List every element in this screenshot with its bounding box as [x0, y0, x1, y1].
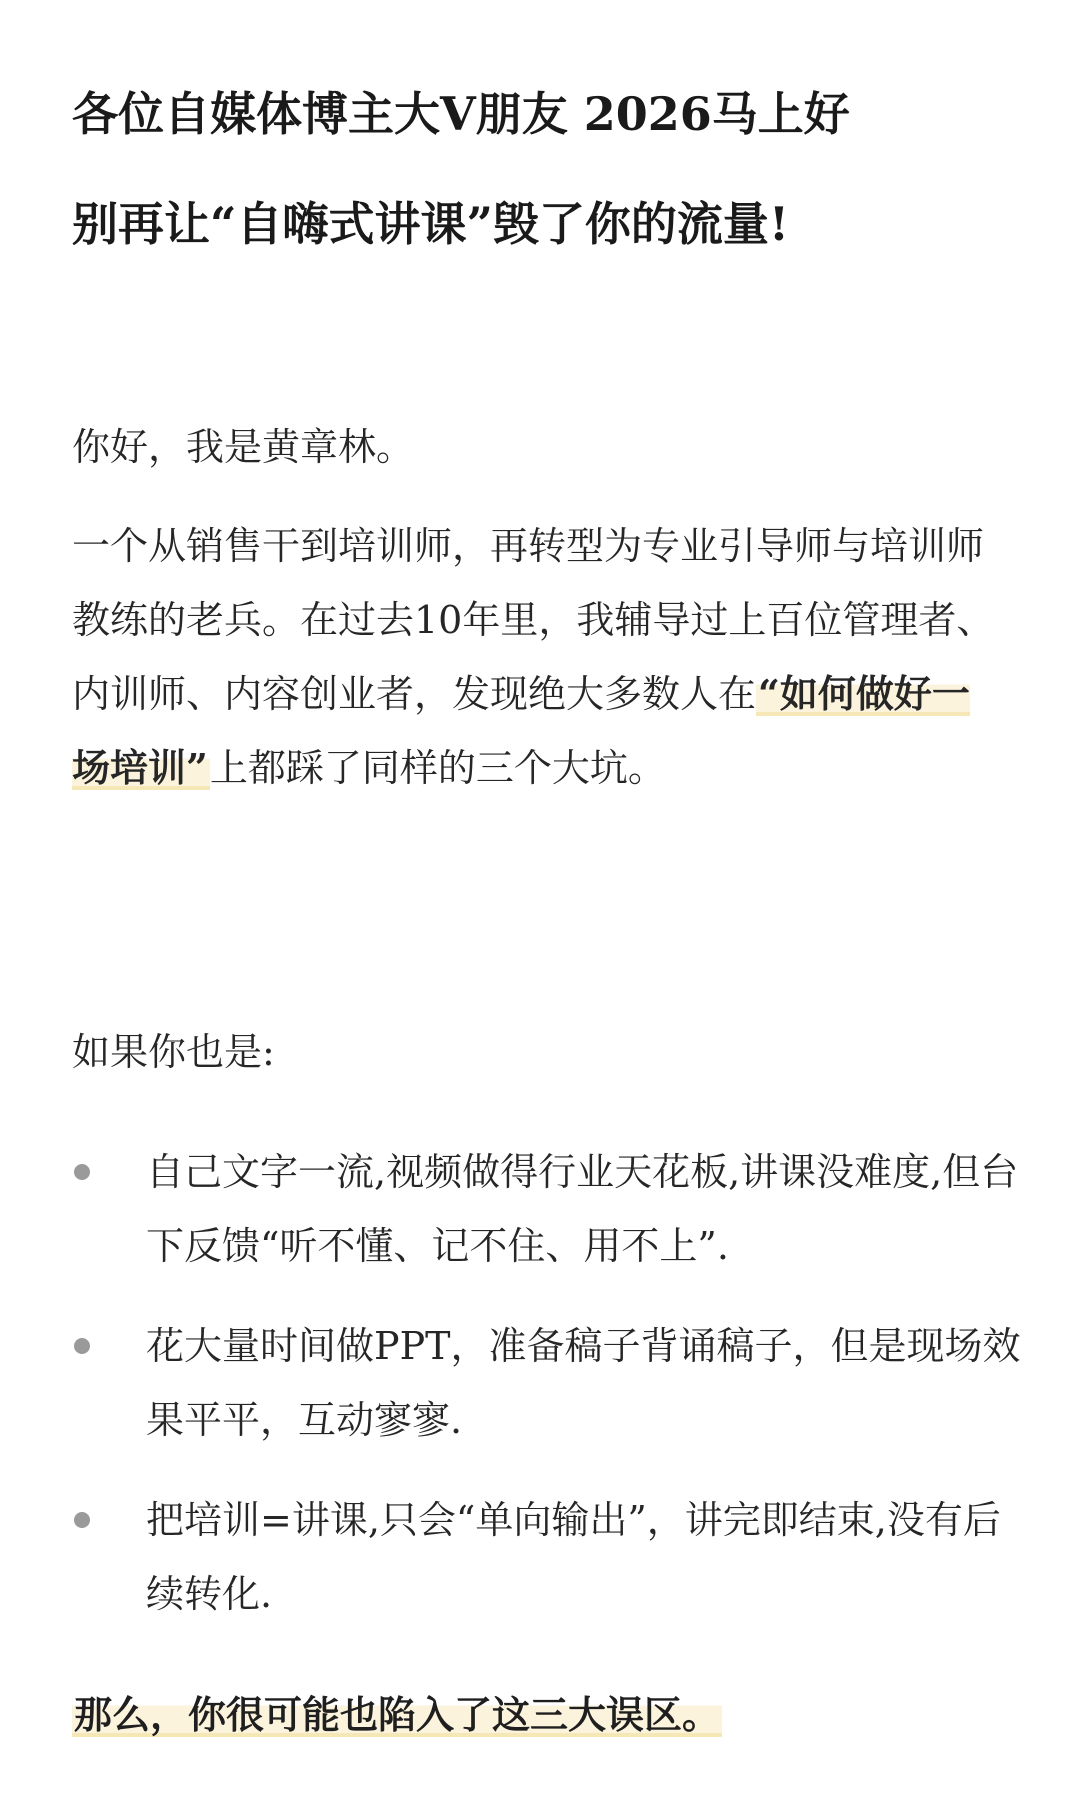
bullet-dot-icon — [74, 1512, 90, 1528]
bullet-text: 花大量时间做PPT，准备稿子背诵稿子，但是现场效果平平，互动寥寥. — [146, 1324, 1021, 1442]
intro-highlight: “如何做好一场培训” — [72, 671, 970, 790]
list-item — [72, 1483, 1022, 1631]
bullet-dot-icon — [74, 1338, 90, 1354]
greeting-paragraph: 你好，我是黄章林。 — [72, 425, 415, 469]
conclusion-text — [72, 1678, 722, 1752]
list-item — [72, 1309, 1022, 1457]
intro-text-before: 一个从销售干到培训师，再转型为专业引导师与培训师教练的老兵。在过去10年里，我辅导过上百位管理者、内训师、内容创业者，发现绝大多数人在 — [72, 524, 995, 716]
lead-paragraph: 如果你也是: — [72, 1030, 275, 1074]
bullet-dot-icon — [74, 1164, 90, 1180]
conclusion-highlight: 那么，你很可能也陷入了这三大误区。 — [74, 1692, 721, 1737]
bullet-list — [72, 1135, 1022, 1657]
intro-paragraph — [72, 509, 1002, 805]
title-line-1: 各位自媒体博主大V朋友 2026马上好 — [72, 87, 850, 141]
title-line-2: 别再让“自嗨式讲课”毁了你的流量! — [72, 197, 790, 251]
list-item — [72, 1135, 1022, 1283]
intro-text-after: 上都踩了同样的三个大坑。 — [209, 746, 666, 790]
bullet-text: 把培训=讲课,只会“单向输出”，讲完即结束,没有后续转化. — [146, 1498, 1001, 1616]
bullet-text: 自己文字一流,视频做得行业天花板,讲课没难度,但台下反馈“听不懂、记不住、用不上”. — [146, 1150, 1019, 1268]
